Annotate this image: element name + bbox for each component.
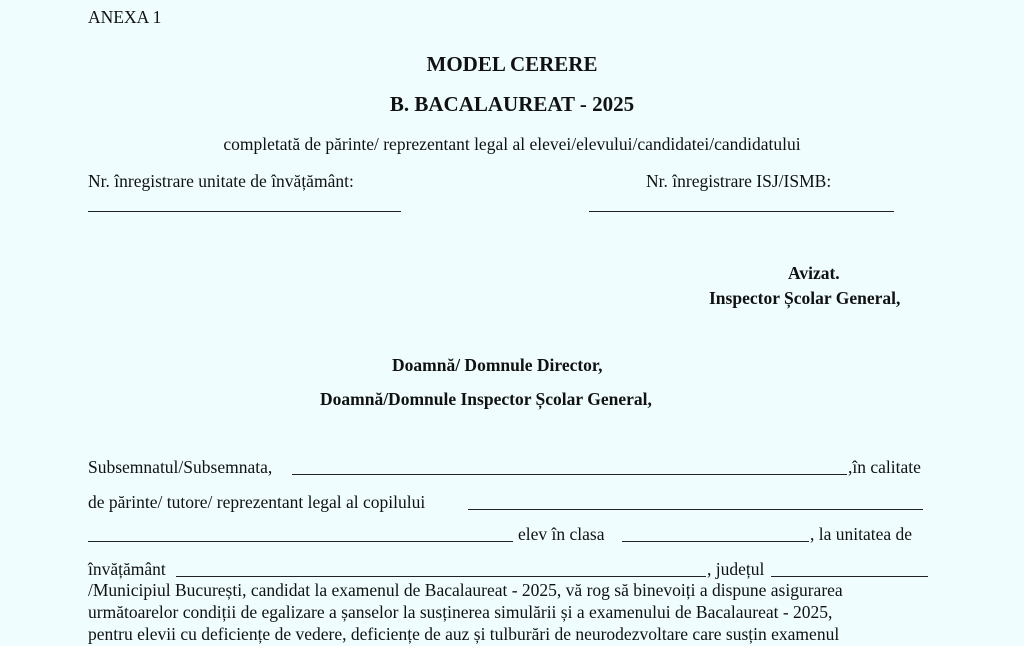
school-unit-label: , la unitatea de (810, 524, 913, 544)
body-text-line: următoarelor condiții de egalizare a șanselor la susținerea simulării și a examenului de Bacalaureat - 2025, (88, 602, 833, 622)
county-label: , județul (707, 559, 765, 579)
class-field[interactable] (622, 541, 809, 542)
registration-isj-field[interactable] (589, 211, 894, 212)
education-unit-label: învățământ (88, 559, 166, 579)
county-field[interactable] (771, 576, 928, 577)
document-subtitle: completată de părinte/ reprezentant legal al elevei/elevului/candidatei/candidatului (223, 134, 801, 154)
body-text-line: pentru elevii cu deficiențe de vedere, deficiențe de auz și tulburări de neurodezvoltare care susțin examenul (88, 624, 840, 644)
body-text-line: /Municipiul București, candidat la examenul de Bacalaureat - 2025, vă rog să binevoiți a dispune asigurarea (88, 580, 843, 600)
document-subtitle-exam: B. BACALAUREAT - 2025 (389, 92, 635, 116)
address-inspector: Doamnă/Domnule Inspector Școlar General, (320, 389, 652, 409)
approval-label: Avizat. (788, 263, 840, 283)
child-name-continued-field[interactable] (88, 541, 513, 542)
document-title: MODEL CERERE (426, 52, 598, 76)
registration-school-field[interactable] (88, 211, 401, 212)
registration-school-label: Nr. înregistrare unitate de învățământ: (88, 171, 354, 191)
annex-label: ANEXA 1 (88, 7, 162, 27)
undersigned-name-field[interactable] (292, 474, 847, 475)
parent-label: de părinte/ tutore/ reprezentant legal al copilului (88, 492, 426, 512)
education-unit-field[interactable] (176, 576, 706, 577)
address-director: Doamnă/ Domnule Director, (392, 355, 603, 375)
undersigned-label: Subsemnatul/Subsemnata, (88, 457, 273, 477)
child-name-field[interactable] (468, 509, 923, 510)
capacity-label: ,în calitate (848, 457, 921, 477)
inspector-label: Inspector Școlar General, (709, 288, 901, 308)
class-label: elev în clasa (518, 524, 605, 544)
registration-isj-label: Nr. înregistrare ISJ/ISMB: (646, 171, 832, 191)
